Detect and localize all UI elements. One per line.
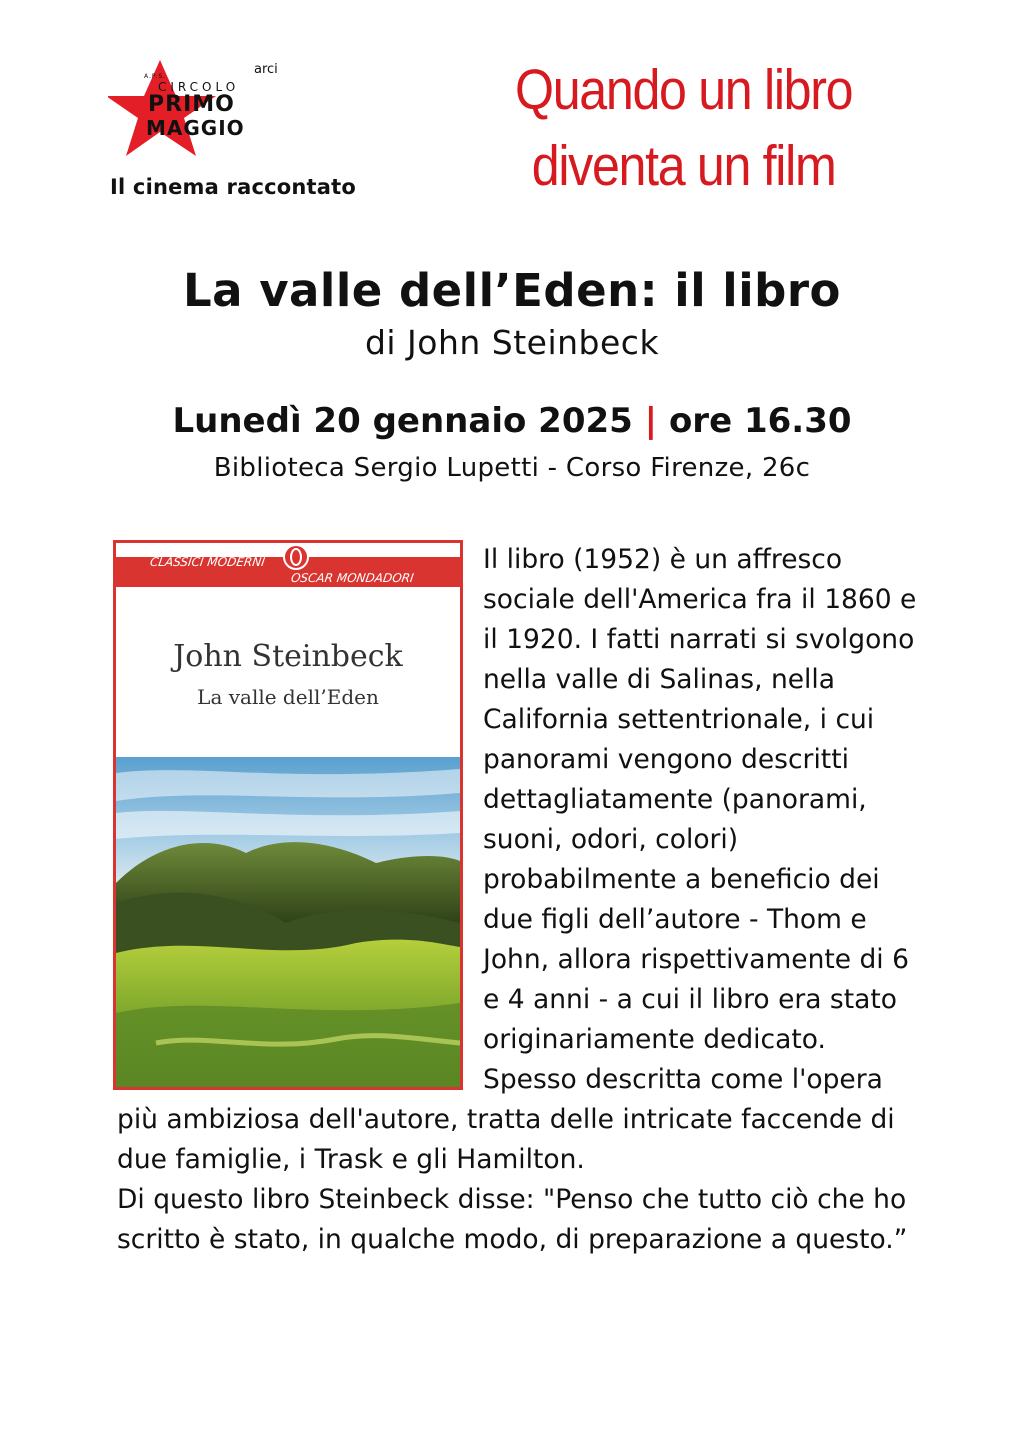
series-subtitle: Il cinema raccontato bbox=[110, 175, 357, 199]
logo-primo-text: PRIMO bbox=[148, 92, 235, 117]
cover-author: John Steinbeck bbox=[173, 639, 403, 674]
series-title-line2: diventa un film bbox=[531, 134, 836, 198]
description-paragraph-2: Di questo libro Steinbeck disse: "Penso che tutto ciò che ho scritto è stato, in qualche modo, di preparazione a questo.” bbox=[117, 1184, 908, 1255]
cover-spacer bbox=[117, 540, 483, 1100]
logo-arci-text: arci bbox=[254, 62, 278, 77]
series-title-line1: Quando un libro bbox=[515, 58, 853, 122]
cover-series-top: CLASSICI MODERNI bbox=[149, 555, 266, 569]
event-author: di John Steinbeck bbox=[364, 323, 660, 362]
logo-maggio-text: MAGGIO bbox=[146, 116, 245, 140]
event-title: La valle dell’Eden: il libro bbox=[183, 264, 841, 317]
circolo-primo-maggio-logo bbox=[108, 56, 288, 168]
event-venue: Biblioteca Sergio Lupetti - Corso Firenze, 26c bbox=[213, 453, 811, 483]
datetime-separator: | bbox=[644, 401, 658, 441]
logo-aps-text: A.P.S. bbox=[144, 73, 167, 80]
logo-circolo-text: CIRCOLO bbox=[158, 80, 240, 94]
event-datetime bbox=[0, 401, 1024, 441]
description-paragraph-1: Il libro (1952) è un affresco sociale dell'America fra il 1860 e il 1920. I fatti narrati si svolgono nella valle di Salinas, nella California settentrionale, i cui panorami vengono descritti dettagliatamente (panorami, suoni, odori, colori) probabilmente a beneficio dei due figli dell’autore - Thom e John, allora rispettivamente di 6 e 4 anni - a cui il libro era stato originariamente dedicato. Spesso descritta come l'opera più ambiziosa dell'autore, tratta delle intricate faccende di due famiglie, i Trask e gli Hamilton. bbox=[117, 544, 917, 1175]
series-title bbox=[490, 52, 877, 204]
event-date: Lunedì 20 gennaio 2025 bbox=[172, 401, 633, 441]
cover-series-bottom: OSCAR MONDADORI bbox=[290, 571, 415, 585]
cover-title: La valle dell’Eden bbox=[197, 685, 379, 709]
event-time: ore 16.30 bbox=[668, 401, 852, 441]
description-text bbox=[117, 540, 927, 1260]
